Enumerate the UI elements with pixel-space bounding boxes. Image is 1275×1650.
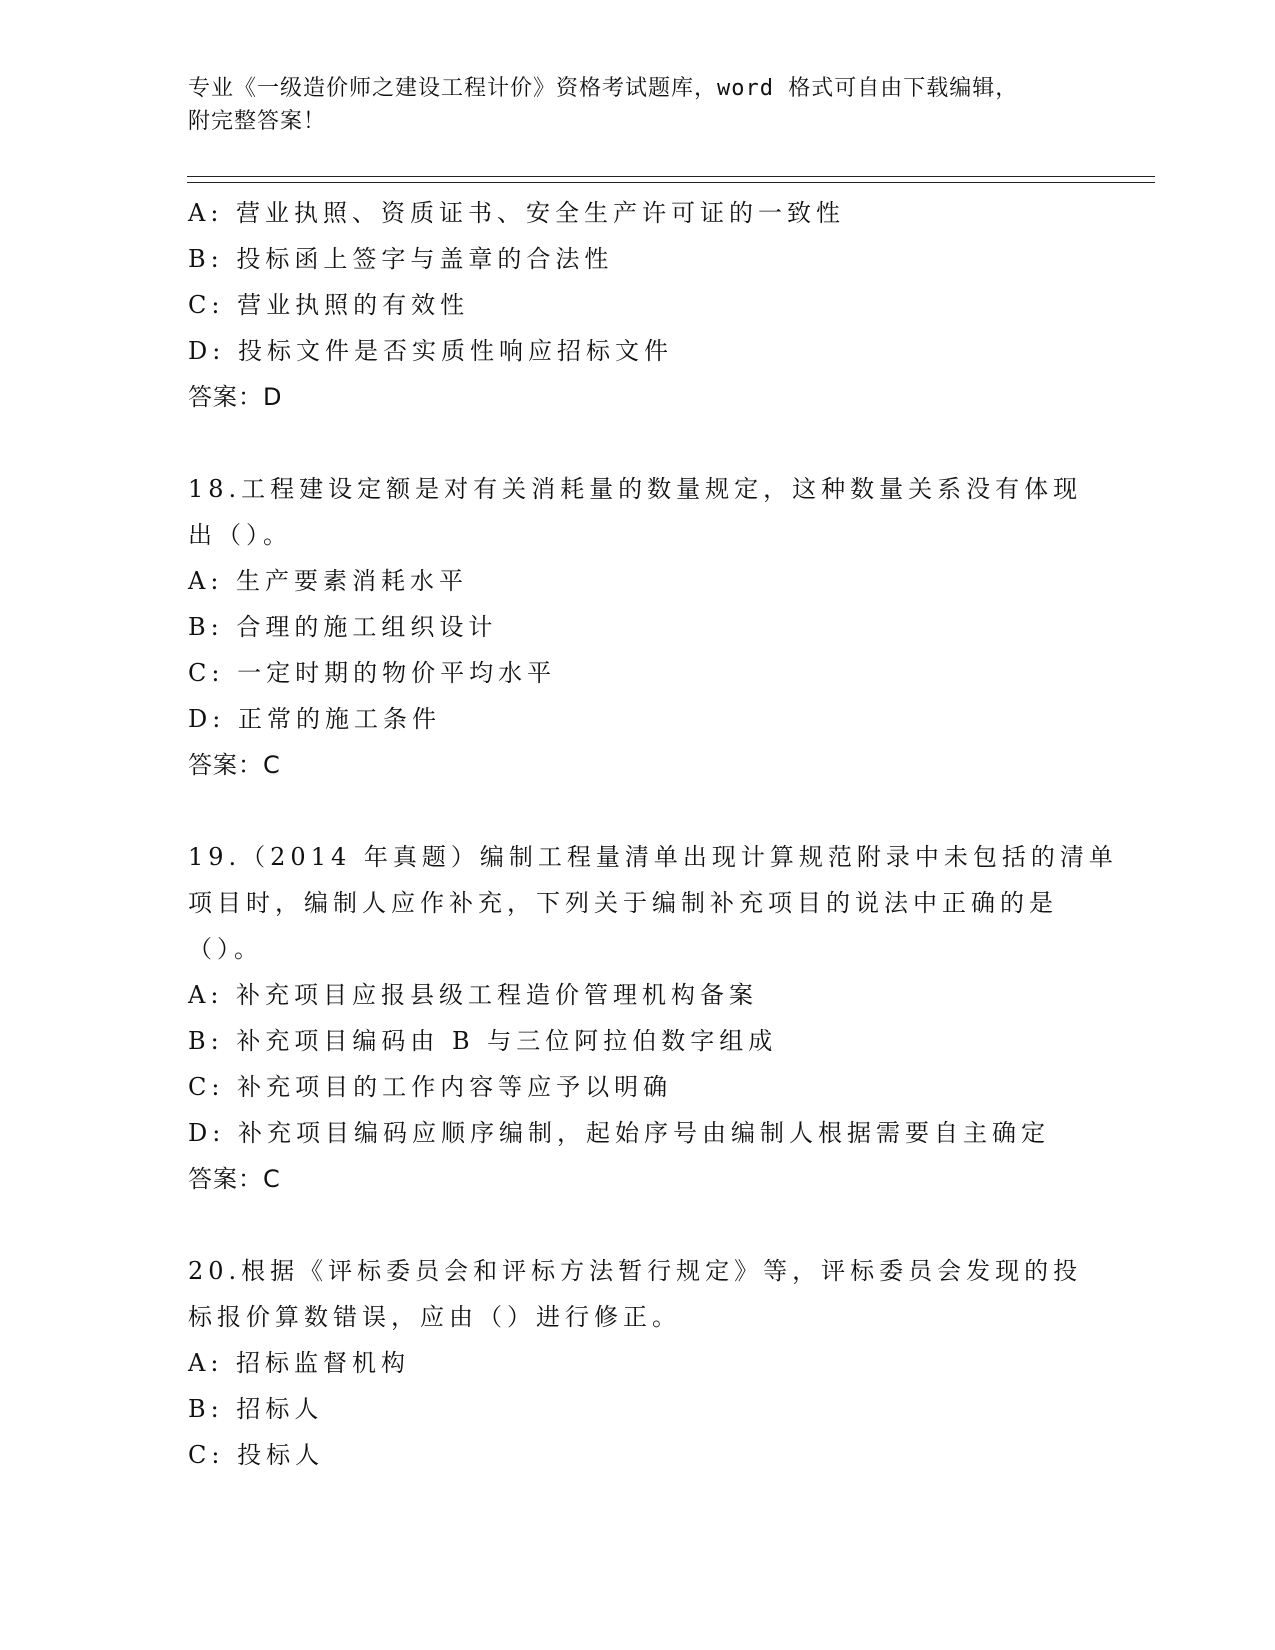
header-divider-top [187,176,1155,177]
option-d: D: 正常的施工条件 [188,705,441,733]
answer-text: 答案：C [188,1165,281,1193]
option-c: C: 补充项目的工作内容等应予以明确 [188,1073,673,1101]
option-c: C: 投标人 [188,1441,325,1469]
option-a: A: 招标监督机构 [188,1349,411,1377]
spacer [188,1202,1088,1248]
question-stem-line: 出（）。 [188,521,292,549]
question-20 [188,1248,1088,1478]
spacer [188,788,1088,834]
option-d: D: 补充项目编码应顺序编制，起始序号由编制人根据需要自主确定 [188,1119,1050,1147]
option-b: B: 投标函上签字与盖章的合法性 [188,245,614,273]
header-line-2: 附完整答案！ [188,109,327,134]
option-c: C: 营业执照的有效性 [188,291,470,319]
question-stem-line: （）。 [188,935,263,963]
document-body [188,190,1118,1478]
option-b: B: 补充项目编码由 B 与三位阿拉伯数字组成 [188,1027,778,1055]
spacer [188,420,1088,466]
question-stem-line: 19.（2014 年真题）编制工程量清单出现计算规范附录中未包括的清单 [188,843,1118,871]
option-c: C: 一定时期的物价平均水平 [188,659,557,687]
answer-text: 答案：C [188,751,281,779]
question-stem-line: 20.根据《评标委员会和评标方法暂行规定》等，评标委员会发现的投 [188,1257,1083,1285]
question-18 [188,466,1088,788]
option-a: A: 生产要素消耗水平 [188,567,469,595]
option-a: A: 营业执照、资质证书、安全生产许可证的一致性 [188,199,846,227]
question-19 [188,834,1118,1202]
option-d: D: 投标文件是否实质性响应招标文件 [188,337,673,365]
question-stem-line: 项目时，编制人应作补充，下列关于编制补充项目的说法中正确的是 [188,889,1058,917]
header-line-1: 专业《一级造价师之建设工程计价》资格考试题库，word 格式可自由下载编辑， [188,76,1019,101]
header-divider-bottom [187,182,1155,183]
answer-text: 答案：D [188,383,283,411]
document-header [188,72,1088,138]
option-a: A: 补充项目应报县级工程造价管理机构备案 [188,981,759,1009]
option-b: B: 合理的施工组织设计 [188,613,498,641]
option-b: B: 招标人 [188,1395,324,1423]
question-stem-line: 标报价算数错误，应由（）进行修正。 [188,1303,681,1331]
question-stem-line: 18.工程建设定额是对有关消耗量的数量规定，这种数量关系没有体现 [188,475,1083,503]
question-17-tail [188,190,1088,420]
